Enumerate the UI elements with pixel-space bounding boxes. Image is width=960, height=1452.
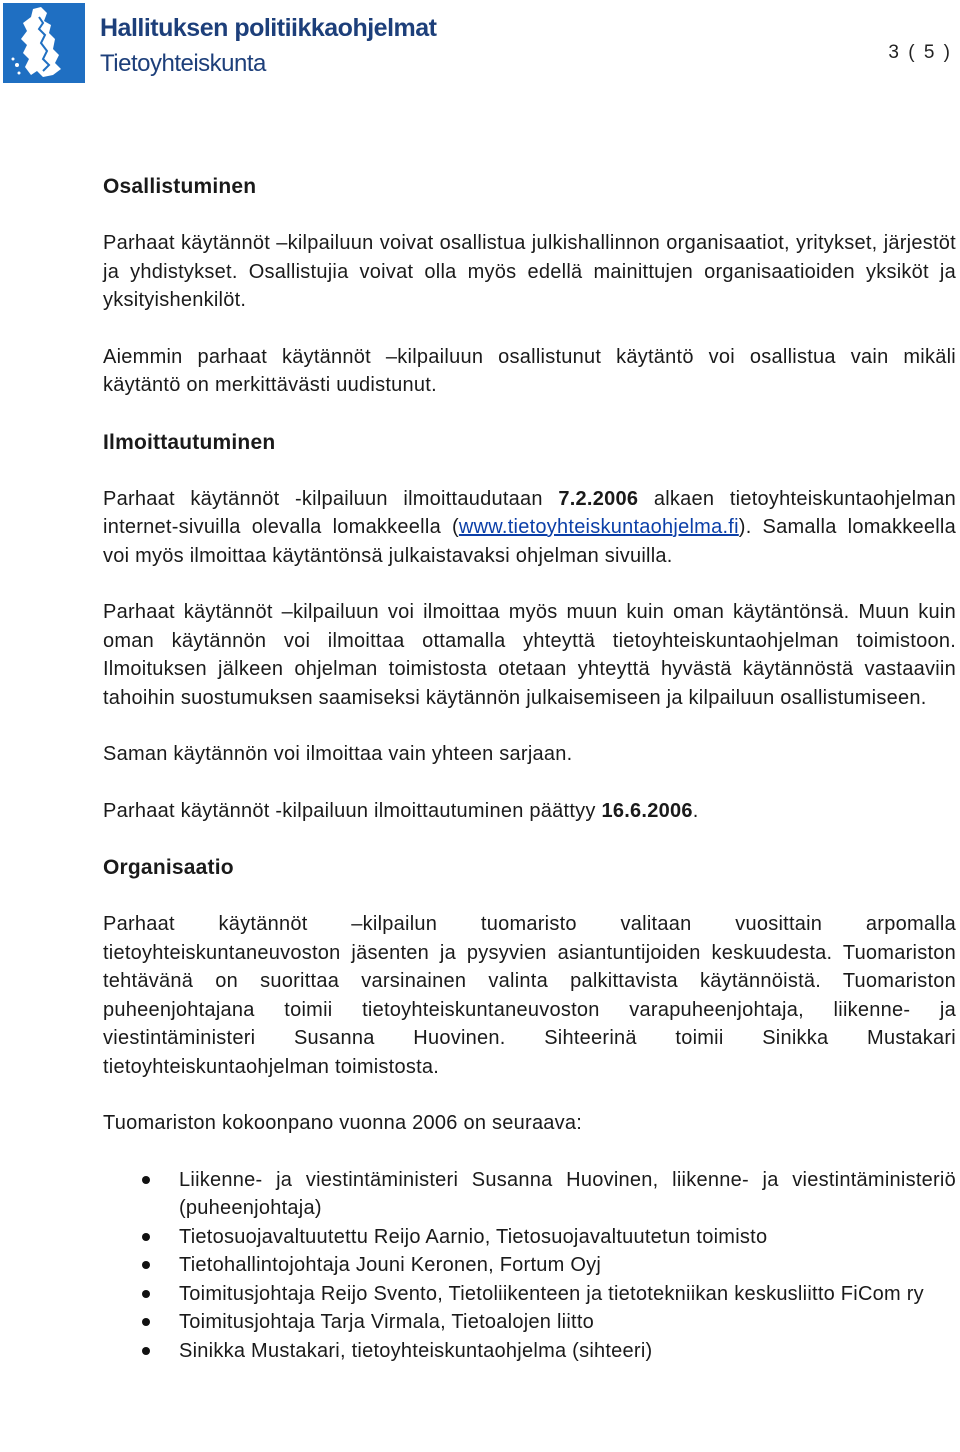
text: Parhaat käytännöt -kilpailuun ilmoittaudutaan (103, 487, 559, 510)
jury-list (103, 1166, 956, 1366)
finland-map-logo-icon (3, 3, 85, 83)
paragraph: Parhaat käytännöt –kilpailuun voivat osallistua julkishallinnon organisaatiot, yritykset, järjestöt ja yhdistykset. Osallistujia voivat olla myös edellä mainittujen organisaatioiden yksiköt ja yksityishenkilöt. (103, 232, 956, 311)
list-item: Sinikka Mustakari, tietoyhteiskuntaohjelma (sihteeri) (103, 1337, 956, 1366)
paragraph: Aiemmin parhaat käytännöt –kilpailuun osallistunut käytäntö voi osallistua vain mikäli käytäntö on merkittävästi uudistunut. (103, 345, 956, 396)
list-item: Toimitusjohtaja Reijo Svento, Tietoliikenteen ja tietotekniikan keskusliitto FiCom ry (103, 1280, 956, 1309)
page-header (0, 0, 960, 90)
list-item: Tietosuojavaltuutettu Reijo Aarnio, Tietosuojavaltuutetun toimisto (103, 1223, 956, 1252)
text: ). Samalla lomakkeella voi myös ilmoittaa käytäntönsä julkaistavaksi ohjelman sivuilla. (103, 516, 956, 567)
list-item: Tietohallintojohtaja Jouni Keronen, Fortum Oyj (103, 1251, 956, 1280)
paragraph (103, 485, 956, 571)
website-link[interactable]: www.tietoyhteiskuntaohjelma.fi (458, 516, 739, 538)
paragraph: Tuomariston kokoonpano vuonna 2006 on seuraava: (103, 1112, 583, 1134)
paragraph: Saman käytännön voi ilmoittaa vain yhteen sarjaan. (103, 743, 573, 765)
start-date: 7.2.2006 (558, 487, 639, 510)
text: . (692, 799, 699, 822)
heading-organisaatio: Organisaatio (103, 856, 234, 879)
end-date: 16.6.2006 (601, 799, 693, 822)
document-body (103, 172, 956, 1365)
paragraph: Parhaat käytännöt –kilpailuun voi ilmoittaa myös muun kuin oman käytäntönsä. Muun kuin oman käytännön voi ilmoittaa ottamalla yhteyttä tietoyhteiskuntaohjelman toimistoon. Ilmoituksen jälkeen ohjelman toimistosta otetaan yhteyttä hyvästä käytännöstä vastaaviin tahoihin suostumuksen saamiseksi käytännön julkaisemiseen ja kilpailuun osallistumiseen. (103, 601, 956, 709)
paragraph (103, 797, 956, 826)
logo-title: Hallituksen politiikkaohjelmat (100, 14, 437, 42)
heading-ilmoittautuminen: Ilmoittautuminen (103, 430, 276, 454)
heading-osallistuminen: Osallistuminen (103, 175, 257, 198)
list-item: Toimitusjohtaja Tarja Virmala, Tietoalojen liitto (103, 1308, 956, 1337)
paragraph: Parhaat käytännöt –kilpailun tuomaristo valitaan vuosittain arpomalla tietoyhteiskuntaneuvoston jäsenten ja pysyvien asiantuntijoiden keskuudesta. Tuomariston tehtävänä on suorittaa varsinainen valinta palkittavista käytännöistä. Tuomariston puheenjohtajana toimii tietoyhteiskuntaneuvoston varapuheenjohtaja, liikenne- ja viestintäministeri Susanna Huovinen. Sihteerinä toimii Sinikka Mustakari tietoyhteiskuntaohjelman toimistosta. (103, 913, 956, 1078)
text: Parhaat käytännöt -kilpailuun ilmoittautuminen päättyy (103, 799, 602, 822)
list-item: Liikenne- ja viestintäministeri Susanna Huovinen, liikenne- ja viestintäministeriö (puheenjohtaja) (103, 1166, 956, 1223)
page-number: 3 ( 5 ) (888, 42, 952, 63)
text: alkaen tietoyhteiskuntaohjelman internet-sivuilla olevalla lomakkeella ( (103, 487, 957, 538)
program-logo-text (100, 14, 436, 78)
logo-subtitle: Tietoyhteiskunta (100, 50, 266, 77)
